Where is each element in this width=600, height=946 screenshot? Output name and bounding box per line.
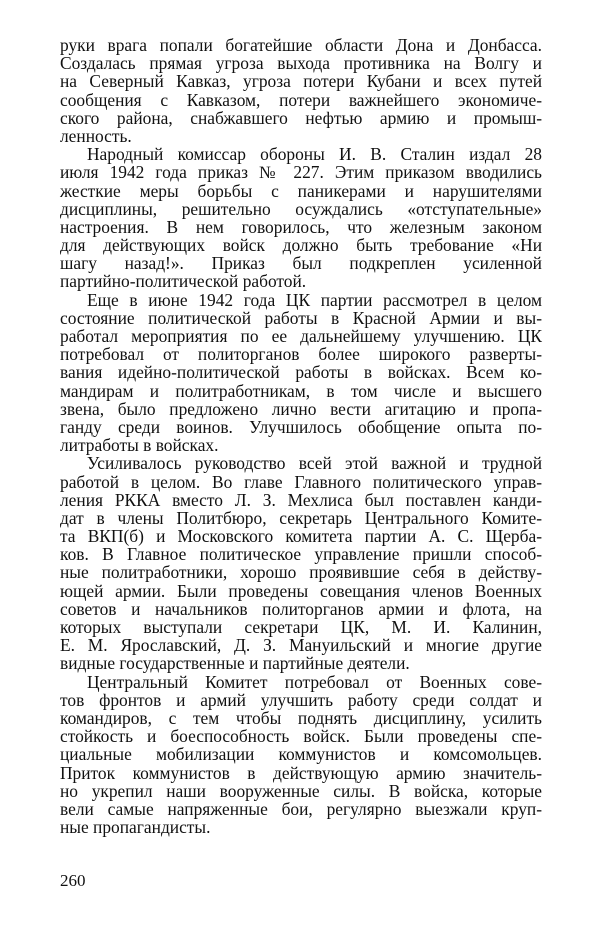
text-line: Е. М. Ярославский, Д. З. Мануильский и многие другие [60,635,542,656]
text-line: состояние политической работы в Красной Армии и вы- [60,307,542,328]
text-line: Создалась прямая угроза выхода противника на Волгу и [60,53,542,74]
text-line: ные политработники, хорошо проявившие себя в действу- [60,562,542,583]
text-line: стойкость и боеспособность войск. Были проведены спе- [60,726,542,747]
text-line: мандирам и политработникам, в том числе и высшего [60,380,542,401]
text-line: работал мероприятия по ее дальнейшему улучшению. ЦК [60,326,542,346]
paragraph [60,145,542,291]
text-line: дат в члены Политбюро, секретарь Центрального Комите- [60,507,542,528]
text-line: жесткие меры борьбы с паникерами и нарушителями [60,180,542,201]
paragraph [60,36,542,145]
text-line: ющей армии. Были проведены совещания членов Военных [60,580,542,601]
text-line: настроения. В нем говорилось, что железным законом [60,216,542,237]
text-line: видные государственные и партийные деятели. [60,653,410,674]
text-line: июля 1942 года приказ № 227. Этим приказом вводились [60,162,542,183]
text-line: вели самые напряженные бои, регулярно выезжали круп- [60,798,542,819]
text-line: партийно-политической работой. [60,271,307,292]
text-line: дисциплины, решительно осуждались «отступательные» [60,198,542,219]
text-line: командиров, с тем чтобы поднять дисциплину, усилить [60,707,542,728]
text-line: которых выступали секретари ЦК, М. И. Калинин, [60,617,542,637]
text-line: советов и начальников политорганов армии и флота, на [60,598,542,619]
paragraph [60,291,542,455]
text-line: та ВКП(б) и Московского комитета партии А. С. Щерба- [60,526,542,547]
text-line: звена, было предложено лично вести агитацию и пропа- [60,398,542,419]
page-number: 260 [60,871,86,890]
text-line: руки врага попали богатейшие области Дона и Донбасса. [60,35,542,55]
text-line: Усиливалось руководство всей этой важной и трудной [87,453,542,474]
text-line: но укрепил наши вооруженные силы. В войска, которые [60,780,542,801]
text-line: шагу назад!». Приказ был подкреплен усиленной [60,253,542,274]
text-line: сообщения с Кавказом, потери важнейшего экономиче- [60,89,542,110]
text-line: ского района, снабжавшего нефтью армию и промыш- [60,107,542,128]
text-line: ленность. [60,125,132,146]
text-line: циальные мобилизации коммунистов и комсомольцев. [60,744,542,765]
paragraph [60,673,542,837]
text-line: потребовал от политорганов более широкого разверты- [60,344,542,365]
page-body [60,36,542,836]
text-line: ные пропагандисты. [60,817,211,838]
text-line: на Северный Кавказ, угроза потери Кубани и всех путей [60,71,542,92]
text-line: ганду среди воинов. Улучшилось обобщение опыта по- [60,416,542,437]
text-line: вания идейно-политической работы в войсках. Всем ко- [60,362,542,383]
text-line: ков. В Главное политическое управление пришли способ- [60,544,542,565]
text-line: литработы в войсках. [60,435,219,456]
text-line: работой в целом. Во главе Главного политического управ- [60,471,542,492]
text-line: ления РККА вместо Л. З. Мехлиса был поставлен канди- [60,489,542,510]
text-line: для действующих войск должно быть требование «Ни [60,235,542,256]
text-line: Приток коммунистов в действующую армию значитель- [60,762,542,783]
text-line: Центральный Комитет потребовал от Военных сове- [87,671,542,692]
text-line: Народный комиссар обороны И. В. Сталин издал 28 [87,144,542,165]
text-line: тов фронтов и армий улучшить работу среди солдат и [60,689,542,710]
text-line: Еще в июне 1942 года ЦК партии рассмотрел в целом [87,289,542,310]
paragraph [60,454,542,672]
